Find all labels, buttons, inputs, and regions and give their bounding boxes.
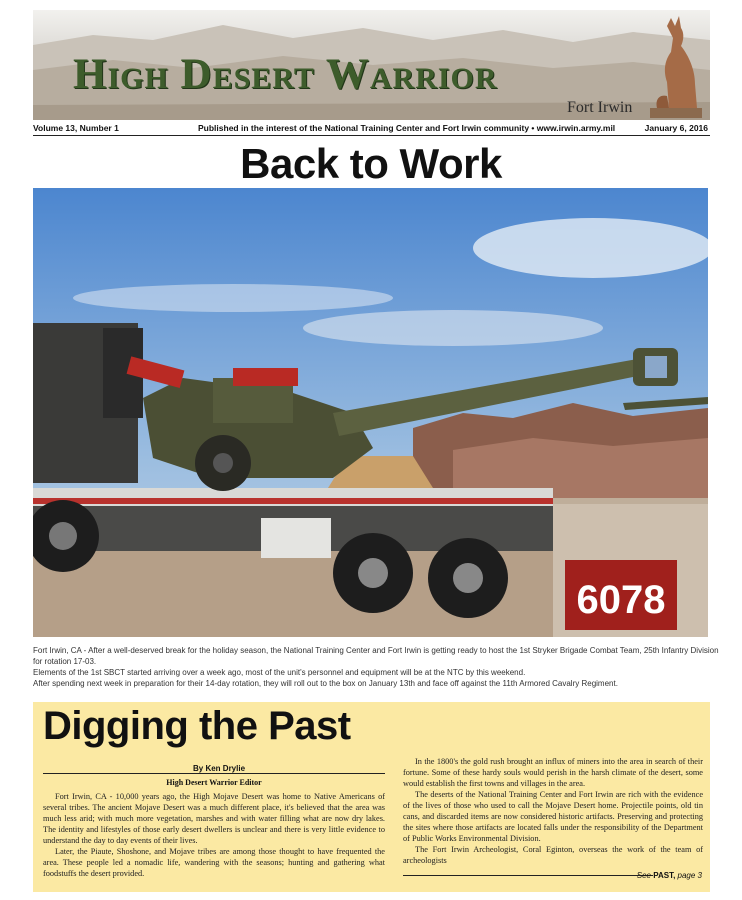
masthead-title: High Desert Warrior	[73, 51, 498, 98]
byline: By Ken Drylie	[193, 764, 246, 773]
paragraph: The Fort Irwin Archeologist, Coral Eginton, overseas the work of the team of archeologists	[403, 845, 703, 865]
publication-tagline: Published in the interest of the National Training Center and Fort Irwin community • www.irwin.army.mil	[198, 123, 616, 133]
caption-line: Elements of the 1st SBCT started arriving over a week ago, most of the unit's personnel and equipment will be at the NTC by this weekend.	[33, 668, 526, 677]
jump-rule	[403, 875, 653, 876]
caption-line: Fort Irwin, CA - After a well-deserved break for the holiday season, the National Training Center and Fort Irwin is getting ready to host the 1st Stryker Brigade Combat Team, 25th Infantry Division for rotation 17-03.	[33, 646, 719, 666]
masthead-subtitle: Fort Irwin	[567, 99, 633, 116]
photo-caption	[33, 645, 723, 689]
paragraph: Fort Irwin, CA - 10,000 years ago, the High Mojave Desert was home to Native Americans of several tribes. The ancient Mojave Desert was a much different place, it's believed that the area was much less arid; with much more vegetation, marshes and with water filling what are now dry lakes. The identity and lifestyles of those early desert dwellers is unclear and there is very little evidence to understand the day to day events of their lives.	[43, 792, 385, 845]
paragraph: Later, the Piaute, Shoshone, and Mojave tribes are among those thought to have frequented the area. These people led a nomadic life, wandering with the seasons; hunting and gathering what foodstuffs the desert provided.	[43, 847, 385, 878]
howitzer-photo	[33, 188, 708, 637]
masthead	[33, 10, 710, 120]
coyote-icon	[645, 12, 705, 118]
byline-rule	[43, 773, 385, 774]
paragraph: The deserts of the National Training Center and Fort Irwin are rich with the evidence of the lives of those who used to call the Mojave Desert home. Projectile points, old tin cans, and discarded items are now considered historic artifacts. Preserving and protecting the sites where those artifacts are located falls under the responsibility of the Department of Public Works Environmental Division.	[403, 790, 703, 843]
author-role: High Desert Warrior Editor	[166, 778, 262, 787]
plate-number: 6078	[576, 578, 666, 622]
article-column-1	[43, 791, 385, 879]
volume-number: Volume 13, Number 1	[33, 123, 119, 133]
issue-info-bar	[33, 121, 710, 136]
main-headline: Back to Work	[240, 140, 502, 187]
jump-prefix: See	[636, 871, 654, 880]
article-column-2	[403, 756, 703, 866]
issue-date: January 6, 2016	[644, 123, 708, 133]
jump-page: page 3	[675, 871, 702, 880]
feature-title: Digging the Past	[43, 704, 351, 748]
paragraph: In the 1800's the gold rush brought an influx of miners into the area in search of their fortune. Some of these hardy souls would perish in the harsh climate of the desert, some would establish the first towns and villages in the area.	[403, 757, 703, 788]
howitzer-illustration	[33, 188, 708, 637]
caption-line: After spending next week in preparation for their 14-day rotation, they will roll out to the box on January 13th and face off against the 11th Armored Cavalry Regiment.	[33, 679, 618, 688]
feature-article	[33, 702, 710, 892]
jump-keyword: PAST,	[653, 871, 676, 880]
continued-jump[interactable]	[637, 871, 702, 880]
